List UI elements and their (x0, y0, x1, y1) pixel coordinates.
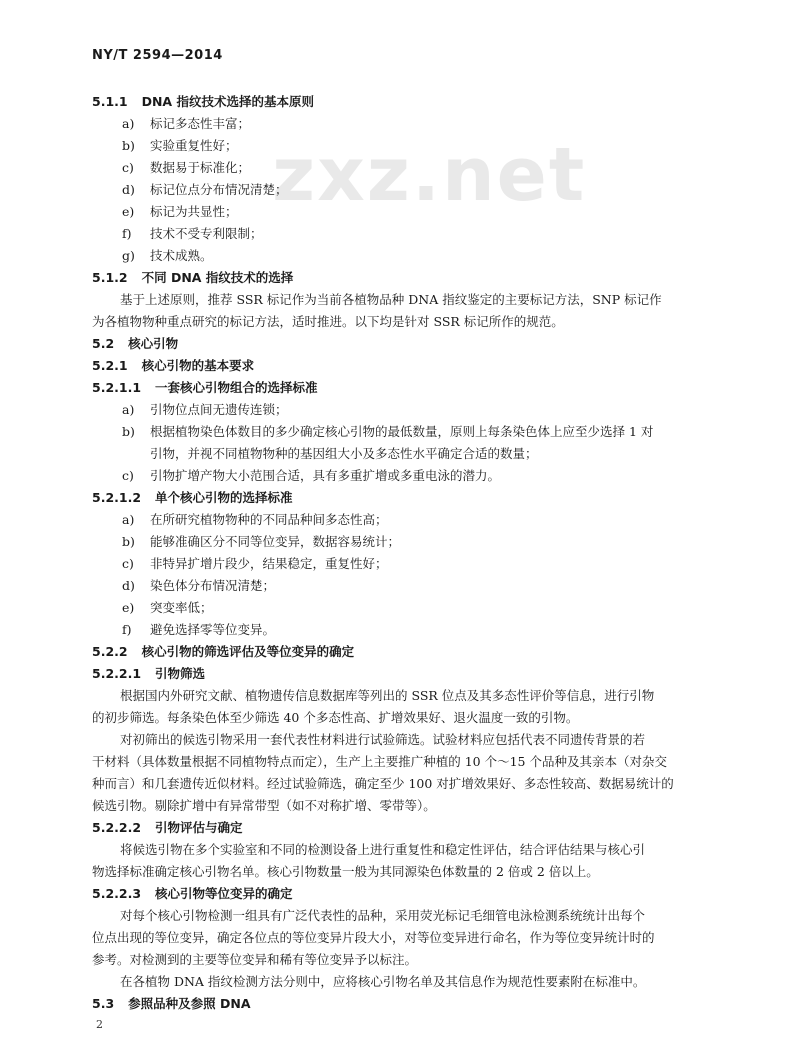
section-title: 参照品种及参照 DNA (128, 996, 251, 1011)
list-item (122, 138, 238, 154)
section-heading-5-2-2 (92, 644, 354, 660)
list-text: 突变率低； (150, 600, 213, 615)
list-item (122, 226, 263, 242)
section-heading-5-2 (92, 336, 178, 352)
list-label: f) (122, 226, 132, 241)
list-label: g) (122, 248, 135, 263)
list-label: a) (122, 402, 135, 417)
list-text: 实验重复性好； (150, 138, 238, 153)
section-heading-5-2-1-2 (92, 490, 293, 506)
paragraph-line: 候选引物。剔除扩增中有异常带型（如不对称扩增、零带等）。 (92, 798, 436, 813)
list-text: 染色体分布情况清楚； (150, 578, 276, 593)
list-text: 非特异扩增片段少，结果稳定，重复性好； (150, 556, 388, 571)
list-text: 能够准确区分不同等位变异，数据容易统计； (150, 534, 401, 549)
section-title: 一套核心引物组合的选择标准 (155, 380, 318, 395)
list-label: c) (122, 468, 134, 483)
list-item (122, 182, 288, 198)
list-text: 数据易于标准化； (150, 160, 251, 175)
list-text: 根据植物染色体数目的多少确定核心引物的最低数量，原则上每条染色体上应至少选择 1 对 (150, 424, 654, 439)
list-label: c) (122, 160, 134, 175)
list-label: a) (122, 116, 135, 131)
list-item (122, 468, 500, 484)
list-label: d) (122, 578, 135, 593)
list-label: d) (122, 182, 135, 197)
list-text: 技术不受专利限制； (150, 226, 263, 241)
paragraph-line: 基于上述原则，推荐 SSR 标记作为当前各植物品种 DNA 指纹鉴定的主要标记方法，SNP 标记作 (120, 292, 662, 307)
section-title: 核心引物等位变异的确定 (155, 886, 293, 901)
list-text: 标记位点分布情况清楚； (150, 182, 288, 197)
list-label: e) (122, 600, 135, 615)
section-heading-5-1-1 (92, 94, 314, 110)
paragraph-line: 种而言）和几套遗传近似材料。经过试验筛选，确定至少 100 对扩增效果好、多态性较高、数据易统计的 (92, 776, 674, 791)
section-title: 引物筛选 (155, 666, 206, 681)
section-number: 5.1.2 (92, 270, 128, 285)
section-number: 5.2.1.1 (92, 380, 142, 395)
list-label: c) (122, 556, 134, 571)
list-item (122, 512, 388, 528)
list-item (122, 600, 213, 616)
section-number: 5.2.2 (92, 644, 128, 659)
list-item (122, 578, 275, 594)
list-text: 标记为共显性； (150, 204, 238, 219)
list-item (122, 204, 238, 220)
list-item (122, 424, 653, 440)
section-title: 单个核心引物的选择标准 (155, 490, 293, 505)
list-text: 技术成熟。 (150, 248, 213, 263)
list-item (122, 248, 213, 264)
paragraph-line: 的初步筛选。每条染色体至少筛选 40 个多态性高、扩增效果好、退火温度一致的引物。 (92, 710, 579, 725)
paragraph-line: 根据国内外研究文献、植物遗传信息数据库等列出的 SSR 位点及其多态性评价等信息，进行引物 (120, 688, 655, 703)
section-number: 5.1.1 (92, 94, 128, 109)
paragraph-line: 物选择标准确定核心引物名单。核心引物数量一般为其同源染色体数量的 2 倍或 2 倍以上。 (92, 864, 599, 879)
list-text: 避免选择零等位变异。 (150, 622, 276, 637)
list-item (122, 402, 288, 418)
section-number: 5.2.2.1 (92, 666, 142, 681)
section-number: 5.3 (92, 996, 115, 1011)
section-number: 5.2.2.2 (92, 820, 142, 835)
section-heading-5-2-1-1 (92, 380, 318, 396)
list-item (122, 622, 275, 638)
section-number: 5.2.2.3 (92, 886, 142, 901)
list-item (122, 160, 250, 176)
list-label: f) (122, 622, 132, 637)
section-title: 核心引物的基本要求 (141, 358, 255, 373)
paragraph-line: 在各植物 DNA 指纹检测方法分则中，应将核心引物名单及其信息作为规范性要素附在标准中。 (120, 974, 646, 989)
section-number: 5.2.1.2 (92, 490, 142, 505)
section-title: 核心引物 (128, 336, 179, 351)
document-code-header: NY/T 2594—2014 (92, 48, 223, 63)
paragraph-line: 对每个核心引物检测一组具有广泛代表性的品种，采用荧光标记毛细管电泳检测系统统计出每个 (120, 908, 646, 923)
list-text: 引物扩增产物大小范围合适，具有多重扩增或多重电泳的潜力。 (150, 468, 501, 483)
section-number: 5.2 (92, 336, 115, 351)
paragraph-line: 干材料（具体数量根据不同植物特点而定），生产上主要推广种植的 10 个～15 个品种及其亲本（对杂交 (92, 754, 667, 769)
list-text: 引物位点间无遗传连锁； (150, 402, 288, 417)
list-item (122, 556, 388, 572)
list-item-continuation: 引物，并视不同植物物种的基因组大小及多态性水平确定合适的数量； (150, 446, 538, 461)
section-heading-5-1-2 (92, 270, 293, 286)
list-label: b) (122, 138, 135, 153)
section-heading-5-2-2-1 (92, 666, 205, 682)
section-title: DNA 指纹技术选择的基本原则 (141, 94, 314, 109)
paragraph-line: 为各植物物种重点研究的标记方法，适时推进。以下均是针对 SSR 标记所作的规范。 (92, 314, 564, 329)
paragraph-line: 将候选引物在多个实验室和不同的检测设备上进行重复性和稳定性评估，结合评估结果与核心引 (120, 842, 646, 857)
list-item (122, 534, 400, 550)
paragraph-line: 参考。对检测到的主要等位变异和稀有等位变异予以标注。 (92, 952, 418, 967)
list-label: b) (122, 534, 135, 549)
section-title: 引物评估与确定 (155, 820, 243, 835)
list-text: 在所研究植物物种的不同品种间多态性高； (150, 512, 388, 527)
list-text: 标记多态性丰富； (150, 116, 251, 131)
site-watermark: zxz.net (272, 132, 587, 218)
list-label: b) (122, 424, 135, 439)
section-heading-5-2-2-2 (92, 820, 243, 836)
paragraph-line: 位点出现的等位变异，确定各位点的等位变异片段大小，对等位变异进行命名，作为等位变异统计时的 (92, 930, 655, 945)
list-label: a) (122, 512, 135, 527)
list-item (122, 116, 250, 132)
list-label: e) (122, 204, 135, 219)
section-heading-5-2-2-3 (92, 886, 293, 902)
section-heading-5-2-1 (92, 358, 254, 374)
page-number: 2 (96, 1018, 103, 1031)
section-title: 不同 DNA 指纹技术的选择 (141, 270, 294, 285)
paragraph-line: 对初筛出的候选引物采用一套代表性材料进行试验筛选。试验材料应包括代表不同遗传背景的若 (120, 732, 646, 747)
section-heading-5-3 (92, 996, 251, 1012)
section-number: 5.2.1 (92, 358, 128, 373)
section-title: 核心引物的筛选评估及等位变异的确定 (141, 644, 355, 659)
